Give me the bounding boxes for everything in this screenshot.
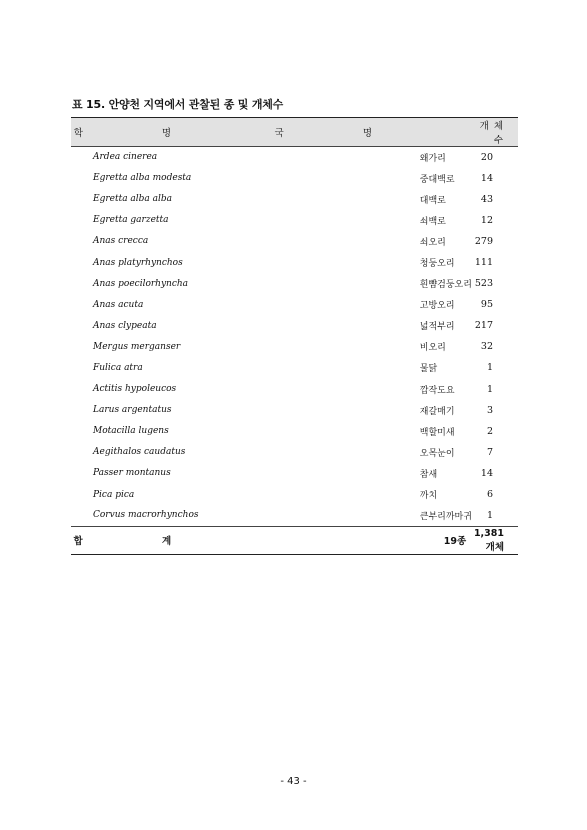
- count-cell: 43: [480, 193, 493, 205]
- scientific-name-cell: Motacilla lugens: [93, 426, 169, 437]
- table-row: [71, 357, 518, 378]
- total-label: 합 계: [71, 526, 212, 554]
- species-table: [71, 117, 518, 555]
- scientific-name-cell: Pica pica: [93, 489, 135, 500]
- table-row: [71, 168, 518, 189]
- korean-name-cell: 쇠오리: [419, 237, 446, 248]
- table-header-row: [71, 118, 518, 147]
- count-cell: 523: [474, 278, 493, 290]
- table-caption: 표 15. 안양천 지역에서 관찰된 종 및 개체수: [72, 98, 284, 111]
- count-cell: 14: [480, 172, 493, 184]
- korean-name-cell: 참새: [419, 469, 438, 480]
- scientific-name-cell: Aegithalos caudatus: [93, 447, 186, 458]
- korean-name-cell: 중대백로: [419, 174, 455, 185]
- count-cell: 7: [486, 446, 493, 458]
- header-scientific-name: 학 명: [71, 118, 212, 147]
- count-cell: 2: [486, 425, 493, 437]
- table-row: [71, 210, 518, 231]
- korean-name-cell: 청둥오리: [419, 259, 455, 270]
- table-row: [71, 442, 518, 463]
- korean-name-cell: 쇠백로: [419, 216, 446, 227]
- count-cell: 1: [486, 362, 493, 374]
- table-row: [71, 252, 518, 273]
- count-cell: 1: [486, 509, 493, 521]
- scientific-name-cell: Anas poecilorhyncha: [93, 278, 189, 289]
- table-body: [71, 147, 518, 527]
- table-row: [71, 484, 518, 505]
- korean-name-cell: 대백로: [419, 195, 446, 206]
- korean-name-cell: 흰뺨검둥오리: [419, 280, 472, 291]
- count-cell: 111: [474, 257, 493, 269]
- korean-name-cell: 백할미새: [419, 427, 455, 438]
- korean-name-cell: 고방오리: [419, 301, 455, 312]
- count-cell: 95: [480, 299, 493, 311]
- count-cell: 32: [480, 341, 493, 353]
- scientific-name-cell: Corvus macrorhynchos: [93, 510, 199, 521]
- count-cell: 217: [474, 320, 493, 332]
- scientific-name-cell: Larus argentatus: [93, 405, 172, 416]
- korean-name-cell: 깝작도요: [419, 385, 455, 396]
- scientific-name-cell: Anas acuta: [93, 299, 144, 310]
- table-row: [71, 421, 518, 442]
- page-number: - 43 -: [280, 776, 307, 787]
- korean-name-cell: 왜가리: [419, 153, 446, 164]
- scientific-name-cell: Egretta alba modesta: [93, 173, 192, 184]
- scientific-name-cell: Fulica atra: [93, 362, 143, 373]
- count-cell: 1: [486, 383, 493, 395]
- table-row: [71, 315, 518, 336]
- table-row: [71, 294, 518, 315]
- table-row: [71, 336, 518, 357]
- count-cell: 3: [486, 404, 493, 416]
- table-row: [71, 273, 518, 294]
- count-cell: 14: [480, 467, 493, 479]
- korean-name-cell: 오목눈이: [419, 448, 455, 459]
- scientific-name-cell: Egretta garzetta: [93, 215, 169, 226]
- header-count: 개 체 수: [473, 118, 518, 147]
- korean-name-cell: 비오리: [419, 343, 446, 354]
- count-cell: 20: [480, 151, 493, 163]
- total-individuals: 1,381개체: [473, 526, 518, 554]
- korean-name-cell: 큰부리까마귀: [419, 511, 472, 522]
- total-species: 19종: [212, 526, 473, 554]
- table-row: [71, 505, 518, 526]
- table-row: [71, 189, 518, 210]
- table-row: [71, 463, 518, 484]
- scientific-name-cell: Anas crecca: [93, 236, 149, 247]
- table-row: [71, 400, 518, 421]
- scientific-name-cell: Mergus merganser: [93, 341, 181, 352]
- scientific-name-cell: Anas clypeata: [93, 320, 157, 331]
- korean-name-cell: 넓적부리: [419, 322, 455, 333]
- count-cell: 12: [480, 214, 493, 226]
- korean-name-cell: 재갈매기: [419, 406, 455, 417]
- korean-name-cell: 까치: [419, 491, 438, 502]
- table-row: [71, 231, 518, 252]
- scientific-name-cell: Actitis hypoleucos: [93, 384, 177, 395]
- table-row: [71, 379, 518, 400]
- header-korean-name: 국 명: [212, 118, 473, 147]
- scientific-name-cell: Anas platyrhynchos: [93, 257, 183, 268]
- scientific-name-cell: Egretta alba alba: [93, 194, 173, 205]
- table-total-row: [71, 526, 518, 554]
- count-cell: 279: [474, 235, 493, 247]
- korean-name-cell: 물닭: [419, 364, 438, 375]
- table-row: [71, 147, 518, 168]
- scientific-name-cell: Passer montanus: [93, 468, 171, 479]
- count-cell: 6: [486, 489, 493, 501]
- scientific-name-cell: Ardea cinerea: [93, 152, 158, 163]
